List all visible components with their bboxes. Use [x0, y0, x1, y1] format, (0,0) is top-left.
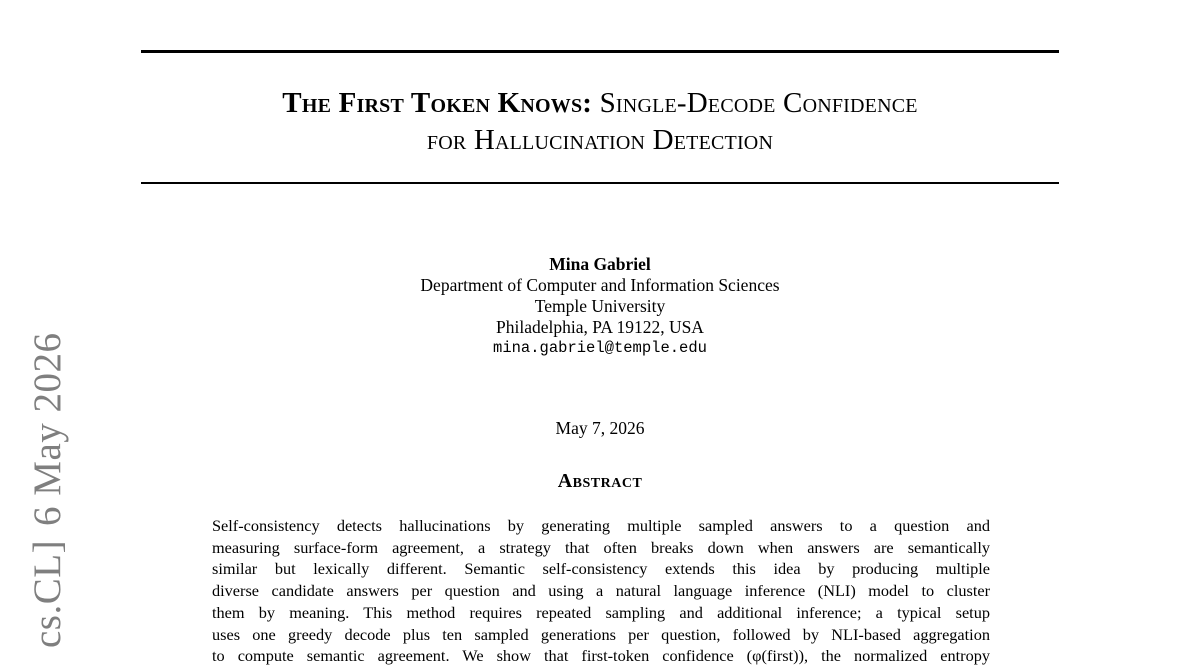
title-line-1: [141, 85, 1059, 122]
title-bold-part: The First Token Knows:: [282, 87, 593, 119]
abstract-line: uses one greedy decode plus ten sampled generations per question, followed by NLI-based aggregation: [212, 624, 990, 644]
arxiv-side-stamp: [26, 332, 70, 648]
abstract-heading: Abstract: [557, 470, 643, 492]
author-location: Philadelphia, PA 19122, USA: [496, 317, 704, 337]
author-name: Mina Gabriel: [549, 254, 651, 274]
author-department: Department of Computer and Information Sciences: [420, 275, 780, 295]
abstract-line: to compute semantic agreement. We show that first-token confidence (φ(first)), the normalized entropy: [212, 646, 990, 666]
abstract-line: Self-consistency detects hallucinations by generating multiple sampled answers to a question and: [212, 516, 990, 535]
abstract-line: similar but lexically different. Semantic self-consistency extends this idea by producing multiple: [212, 559, 990, 579]
author-university: Temple University: [534, 296, 666, 316]
abstract-line: them by meaning. This method requires repeated sampling and additional inference; a typical setup: [212, 602, 990, 622]
abstract-body: [212, 515, 990, 667]
title-line-2: for Hallucination Detection: [426, 124, 774, 156]
abstract-line: diverse candidate answers per question and using a natural language inference (NLI) model to cluster: [212, 581, 990, 601]
paper-title: [141, 85, 1059, 159]
arxiv-date: 6 May 2026: [26, 332, 69, 526]
author-email[interactable]: mina.gabriel@temple.edu: [493, 339, 707, 357]
title-rest-line-1: Single-Decode Confidence: [592, 87, 918, 119]
arxiv-category: cs.CL]: [26, 539, 69, 648]
author-block: [300, 254, 900, 359]
title-bottom-rule: [141, 182, 1059, 184]
paper-date: May 7, 2026: [555, 418, 645, 438]
abstract-line: measuring surface-form agreement, a strategy that often breaks down when answers are semantically: [212, 537, 990, 557]
title-top-rule: [141, 50, 1059, 53]
